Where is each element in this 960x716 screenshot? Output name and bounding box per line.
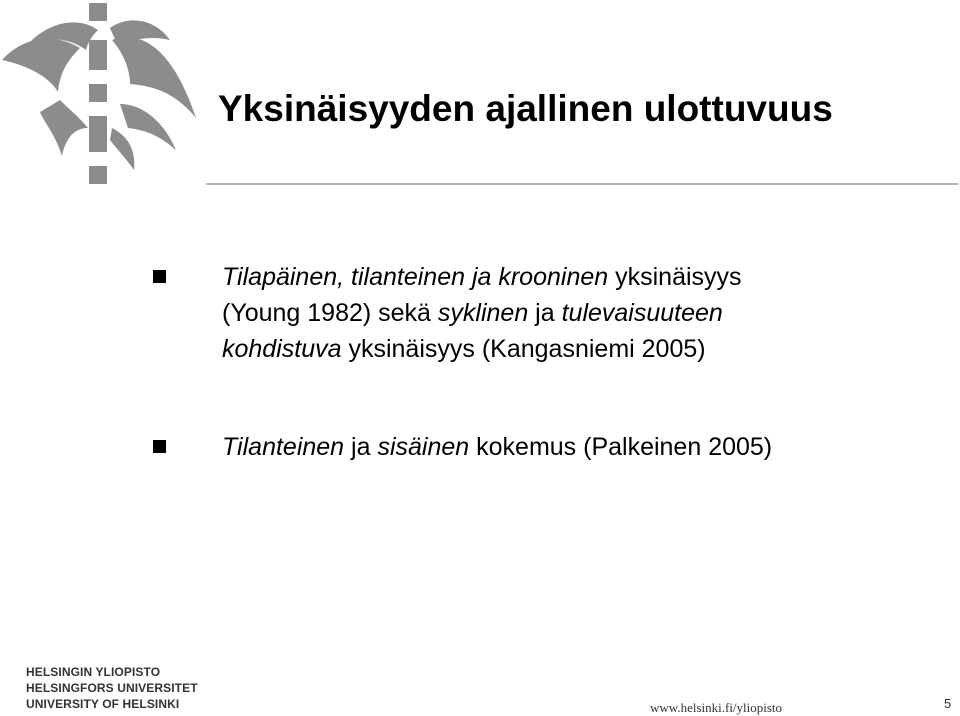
- bullet-line: [222, 259, 742, 295]
- text-run: (Young 1982) sekä: [222, 299, 438, 327]
- bullet-square-icon: [153, 270, 166, 283]
- italic-text-run: syklinen: [437, 299, 529, 327]
- italic-text-run: kohdistuva: [222, 335, 342, 363]
- footer-url: www.helsinki.fi/yliopisto: [650, 700, 783, 715]
- text-run: ja: [344, 433, 378, 461]
- university-name-sv: HELSINGFORS UNIVERSITET: [26, 681, 198, 695]
- italic-text-run: Tilanteinen: [222, 433, 345, 461]
- bullet-square-icon: [153, 440, 166, 453]
- text-run: ja: [528, 299, 562, 327]
- text-run: kokemus (Palkeinen 2005): [469, 433, 773, 461]
- bullet-item-1: [222, 259, 742, 367]
- text-run: yksinäisyys (Kangasniemi 2005): [341, 335, 706, 363]
- bullet-item-2: [222, 429, 772, 465]
- text-run: yksinäisyys: [608, 263, 742, 291]
- italic-text-run: tulevaisuuteen: [561, 299, 723, 327]
- bullet-line: [222, 331, 742, 367]
- bullet-line: [222, 295, 742, 331]
- page-number: 5: [944, 696, 952, 711]
- italic-text-run: Tilapäinen, tilanteinen ja krooninen: [222, 263, 609, 291]
- university-name-footer: [26, 664, 198, 712]
- university-name-fi: HELSINGIN YLIOPISTO: [26, 665, 161, 679]
- bullet-line: [222, 429, 772, 465]
- slide-title: Yksinäisyyden ajallinen ulottuvuus: [218, 88, 833, 129]
- university-name-en: UNIVERSITY OF HELSINKI: [26, 697, 180, 711]
- italic-text-run: sisäinen: [377, 433, 470, 461]
